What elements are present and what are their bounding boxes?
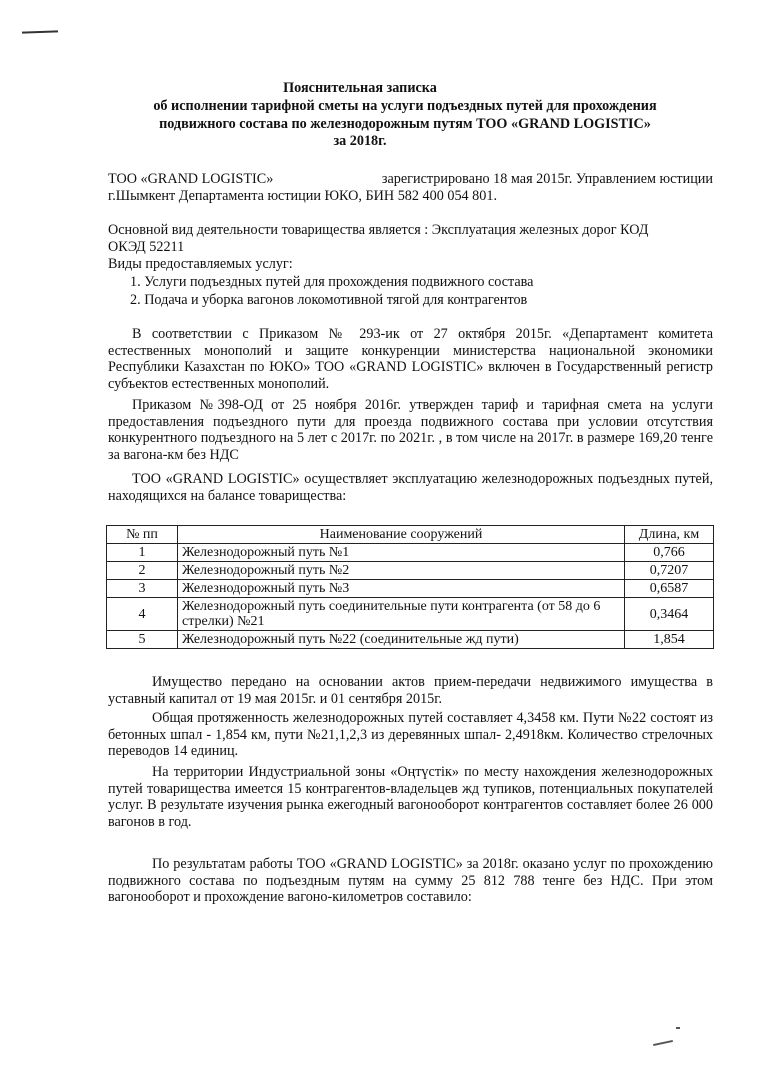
cell-no: 1 [107, 544, 178, 562]
registration-text: зарегистрировано 18 мая 2015г. Управлением юстиции [381, 171, 713, 187]
services-heading: Виды предоставляемых услуг: [108, 256, 293, 272]
paragraph-property: Имущество передано на основании актов прием-передачи недвижимого имущества в уставный капитал от 19 мая 2015г. и 01 сентября 2015г. [108, 674, 713, 707]
pen-mark [676, 1027, 680, 1029]
list-item: 2. Подача и уборка вагонов локомотивной тягой для контрагентов [130, 292, 528, 308]
paragraph-order-293: В соответствии с Приказом № 293-ик от 27 октября 2015г. «Департамент комитета естественных монополий и защите конкуренции министерства национальной экономики Республики Казахстан по ЮКО» ТОО «GRAND LOGISTIC» включен в Государственный регистр субъектов естественных монополий. [108, 326, 713, 392]
cell-no: 2 [107, 562, 178, 580]
column-header-name: Наименование сооружений [178, 526, 625, 544]
cell-length: 0,7207 [625, 562, 714, 580]
services-list [130, 273, 533, 309]
cell-name: Железнодорожный путь №2 [178, 562, 625, 580]
scan-mark [22, 30, 58, 33]
paragraph-length: Общая протяженность железнодорожных путей составляет 4,3458 км. Пути №22 состоят из бетонных шпал - 1,854 км, пути №21,1,2,3 из деревянных шпал- 2,4918км. Количество стрелочных переводов 14 единиц. [108, 710, 713, 759]
paragraph-territory: На территории Индустриальной зоны «Оңтүстік» по месту нахождения железнодорожных путей товарищества имеется 15 контрагентов-владельцев жд тупиков, потенциальных покупателей услуг. В результате изучения рынка ежегодный вагонооборот контрагентов составляет более 26 000 вагонов в год. [108, 764, 713, 830]
company-name: ТОО «GRAND LOGISTIC» [108, 171, 274, 187]
railway-table [106, 525, 714, 649]
list-item: 1. Услуги подъездных путей для прохождения подвижного состава [130, 274, 534, 290]
cell-length: 0,6587 [625, 580, 714, 598]
cell-name: Железнодорожный путь №3 [178, 580, 625, 598]
doc-subtitle-line1: об исполнении тарифной сметы на услуги подъездных путей для прохождения [153, 98, 657, 114]
column-header-no: № пп [107, 526, 178, 544]
cell-no: 3 [107, 580, 178, 598]
registration-line2: г.Шымкент Департамента юстиции ЮКО, БИН 582 400 054 801. [108, 188, 498, 204]
doc-title: Пояснительная записка [283, 80, 437, 96]
cell-length: 0,3464 [625, 598, 714, 631]
cell-name: Железнодорожный путь №1 [178, 544, 625, 562]
cell-length: 0,766 [625, 544, 714, 562]
activity-line2: ОКЭД 52211 [108, 239, 185, 255]
paragraph-results: По результатам работы ТОО «GRAND LOGISTIC» за 2018г. оказано услуг по прохождению подвижного состава по подъездным путям на сумму 25 812 788 тенге без НДС. При этом вагонооборот и прохождение вагоно-километров составило: [108, 856, 713, 905]
cell-name: Железнодорожный путь соединительные пути контрагента (от 58 до 6 стрелки) №21 [178, 598, 625, 631]
paragraph-order-398: Приказом №398-ОД от 25 ноября 2016г. утвержден тариф и тарифная смета на услуги предоставления подъездного пути для проезда подвижного состава при условии отсутствия конкурентного подъездного на 5 лет с 2017г. по 2021г. , в том числе на 2017г. в размере 169,20 тенге за вагона-км без НДС [108, 397, 713, 463]
cell-no: 5 [107, 631, 178, 649]
table-row [107, 580, 714, 598]
doc-subtitle-year: за 2018г. [333, 133, 387, 149]
table-row [107, 562, 714, 580]
column-header-length: Длина, км [625, 526, 714, 544]
paragraph-operates: ТОО «GRAND LOGISTIC» осуществляет эксплуатацию железнодорожных подъездных путей, находящихся на балансе товарищества: [108, 471, 713, 504]
table-header-row [107, 526, 714, 544]
table-row [107, 598, 714, 631]
table-row [107, 631, 714, 649]
table-row [107, 544, 714, 562]
activity-line1: Основной вид деятельности товарищества является : Эксплуатация железных дорог КОД [108, 222, 649, 238]
registration-line1 [108, 171, 713, 188]
cell-length: 1,854 [625, 631, 714, 649]
cell-name: Железнодорожный путь №22 (соединительные жд пути) [178, 631, 625, 649]
cell-no: 4 [107, 598, 178, 631]
pen-mark [653, 1040, 673, 1046]
doc-subtitle-line2: подвижного состава по железнодорожным путям ТОО «GRAND LOGISTIC» [159, 116, 651, 132]
